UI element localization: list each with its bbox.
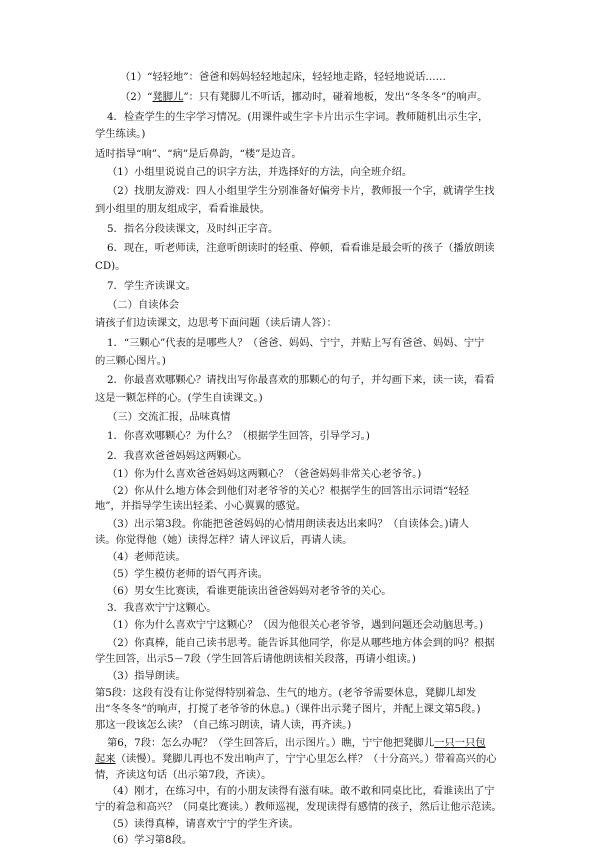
text-segment: （6）学习第8段。	[107, 834, 193, 846]
text-segment: （2）找朋友游戏：四人小组里学生分别准备好偏旁卡片，教师报一个字，就请学生找	[107, 185, 495, 197]
text-line	[107, 619, 483, 632]
text-line	[120, 71, 446, 84]
text-segment: （1）“轻轻地”：爸爸和妈妈轻轻地起床，轻轻地走路，轻轻地说话……	[120, 71, 446, 83]
text-segment: 2．你最喜欢哪颗心？请找出写你最喜欢的那颗心的句子，并勾画下来，读一读，看看	[107, 374, 495, 386]
text-segment: 的三颗心图片。)	[95, 355, 166, 367]
text-line	[107, 818, 299, 831]
text-segment: 5．指名分段读课文，及时纠正字音。	[107, 223, 279, 235]
text-line	[107, 242, 495, 255]
text-segment: ”：只有凳脚儿不听话，挪动时，碰着地板，发出“冬冬冬”的响声。	[183, 91, 488, 103]
text-segment: （2）你真棒，能自己读书思考。能告诉其他同学，你是从哪些地方体会到的吗？根据	[107, 637, 495, 649]
text-segment: （3）出示第3段。你能把爸爸妈妈的心情用朗读表达出来吗？（自读体会。)请人	[107, 518, 470, 530]
text-line	[107, 468, 421, 481]
text-line	[107, 185, 495, 198]
text-line	[95, 653, 416, 666]
text-line	[95, 687, 476, 700]
text-segment: （5）学生模仿老师的语气再齐读。	[107, 568, 269, 580]
underlined-term: 一只一只包	[434, 737, 486, 749]
text-line	[107, 411, 231, 424]
text-segment: 情，齐读这句话（出示第7段，齐读）。	[95, 769, 272, 781]
text-segment: 适时指导“响”、“病”是后鼻韵，“楼”是边音。	[95, 148, 302, 160]
text-line	[95, 260, 125, 273]
text-line	[107, 670, 186, 683]
text-line	[107, 299, 179, 312]
text-line	[95, 801, 502, 814]
text-segment: 学生回答，出示5－7段（学生回答后请他朗读相关段落，再请小组读。)	[95, 653, 416, 665]
text-segment: 第6，7段：怎么办呢？（学生回答后，出示图片。）瞧，宁宁他把凳脚儿	[107, 737, 435, 749]
text-line	[95, 392, 263, 405]
text-segment: （1）小组里说说自己的识字方法，并选择好的方法，向全班介绍。	[107, 166, 413, 178]
text-line	[107, 337, 484, 350]
text-segment: 出“冬冬冬”的响声，打搅了老爷爷的休息。)（课件出示凳子图片，并配上课文第5段。)	[95, 703, 481, 715]
text-line	[95, 203, 270, 216]
text-line	[107, 450, 247, 463]
text-line	[107, 111, 488, 124]
text-line	[107, 785, 495, 798]
text-line	[95, 753, 497, 766]
text-segment: 2．我喜欢爸爸妈妈这两颗心。	[107, 450, 248, 462]
text-line	[95, 148, 302, 161]
text-line	[107, 551, 186, 564]
text-segment: （5）读得真棒，请喜欢宁宁的学生齐读。	[107, 818, 299, 830]
text-line	[95, 355, 166, 368]
text-segment: 地”，并指导学生读出轻柔、小心翼翼的感觉。	[95, 500, 307, 512]
text-segment: 1．“三颗心”代表的是哪些人？（爸爸、妈妈、宁宁，并贴上写有爸爸、妈妈、宁宁	[107, 337, 485, 349]
text-line	[107, 518, 469, 531]
text-segment: 那这一段该怎么读？（自己练习朗读，请人读，再齐读。)	[95, 719, 352, 731]
text-line	[107, 637, 495, 650]
text-segment: 这是一颗怎样的心。(学生自读课文。)	[95, 392, 263, 404]
text-line	[107, 485, 469, 498]
text-line	[95, 534, 352, 547]
text-line	[107, 223, 278, 236]
text-segment: （2）“	[120, 91, 153, 103]
text-line	[95, 719, 351, 732]
text-segment: 7．学生齐读课文。	[107, 280, 196, 292]
text-line	[107, 585, 392, 598]
text-segment: 读。你觉得他（她）读得怎样？请人评议后，再请人读。	[95, 534, 353, 546]
text-segment: 请孩子们边读课文，边思考下面问题（读后请人答）：	[95, 317, 337, 329]
text-line	[107, 166, 412, 179]
text-segment: （4）刚才，在练习中，有的小朋友读得有滋有味。敢不敢和同桌比比，看谁读出了宁	[107, 785, 495, 797]
text-line	[120, 91, 487, 104]
text-line	[95, 317, 337, 330]
text-segment: 宁的着急和高兴？（同桌比赛读。）教师巡视，发现读得有感情的孩子，然后让他示范读。	[95, 801, 502, 813]
text-segment: （三）交流汇报，品味真情	[107, 411, 231, 423]
text-segment: CD)。	[95, 260, 126, 272]
text-segment: 第5段：这段有没有让你觉得特别着急、生气的地方。(老爷爷需要休息，凳脚儿却发	[95, 687, 477, 699]
text-segment: 1．你喜欢哪颗心？为什么？（根据学生回答，引导学习。)	[107, 430, 370, 442]
text-segment: （4）老师范读。	[107, 551, 186, 563]
text-segment: 6．现在，听老师读，注意听朗读时的轻重、停顿，看看谁是最会听的孩子（播放朗读	[107, 242, 495, 254]
text-line	[95, 128, 145, 141]
text-segment: （读慢）。凳脚儿再也不发出响声了，宁宁心里怎么样？（十分高兴。）带着高兴的心	[115, 753, 497, 765]
text-line	[107, 374, 495, 387]
text-segment: 3．我喜欢宁宁这颗心。	[107, 602, 217, 614]
text-line	[107, 430, 370, 443]
text-line	[107, 602, 217, 615]
underlined-term: 起来	[95, 753, 116, 765]
text-segment: （3）指导朗读。	[107, 670, 186, 682]
text-line	[95, 769, 271, 782]
text-segment: （1）你为什么喜欢爸爸妈妈这两颗心？（爸爸妈妈非常关心老爷爷。)	[107, 468, 422, 480]
text-segment: （6）男女生比赛读，看谁更能读出爸爸妈妈对老爷爷的关心。	[107, 585, 392, 597]
text-line	[107, 568, 268, 581]
text-line	[107, 737, 486, 750]
text-segment: 到小组里的朋友组成字，看看谁最快。	[95, 203, 271, 215]
underlined-term: 凳脚儿	[152, 91, 184, 103]
text-segment: 学生练读。)	[95, 128, 146, 140]
text-segment: （1）你为什么喜欢宁宁这颗心？（因为他很关心老爷爷，遇到问题还会动脑思考。)	[107, 619, 484, 631]
text-segment: 4．检查学生的生字学习情况。(用课件或生字卡片出示生字词。教师随机出示生字，	[107, 111, 489, 123]
text-line	[107, 280, 196, 293]
text-segment: （二）自读体会	[107, 299, 180, 311]
text-line	[95, 500, 306, 513]
text-line	[95, 703, 481, 716]
text-segment: （2）你从什么地方体会到他们对老爷爷的关心？根据学生的回答出示词语“轻轻	[107, 485, 469, 497]
